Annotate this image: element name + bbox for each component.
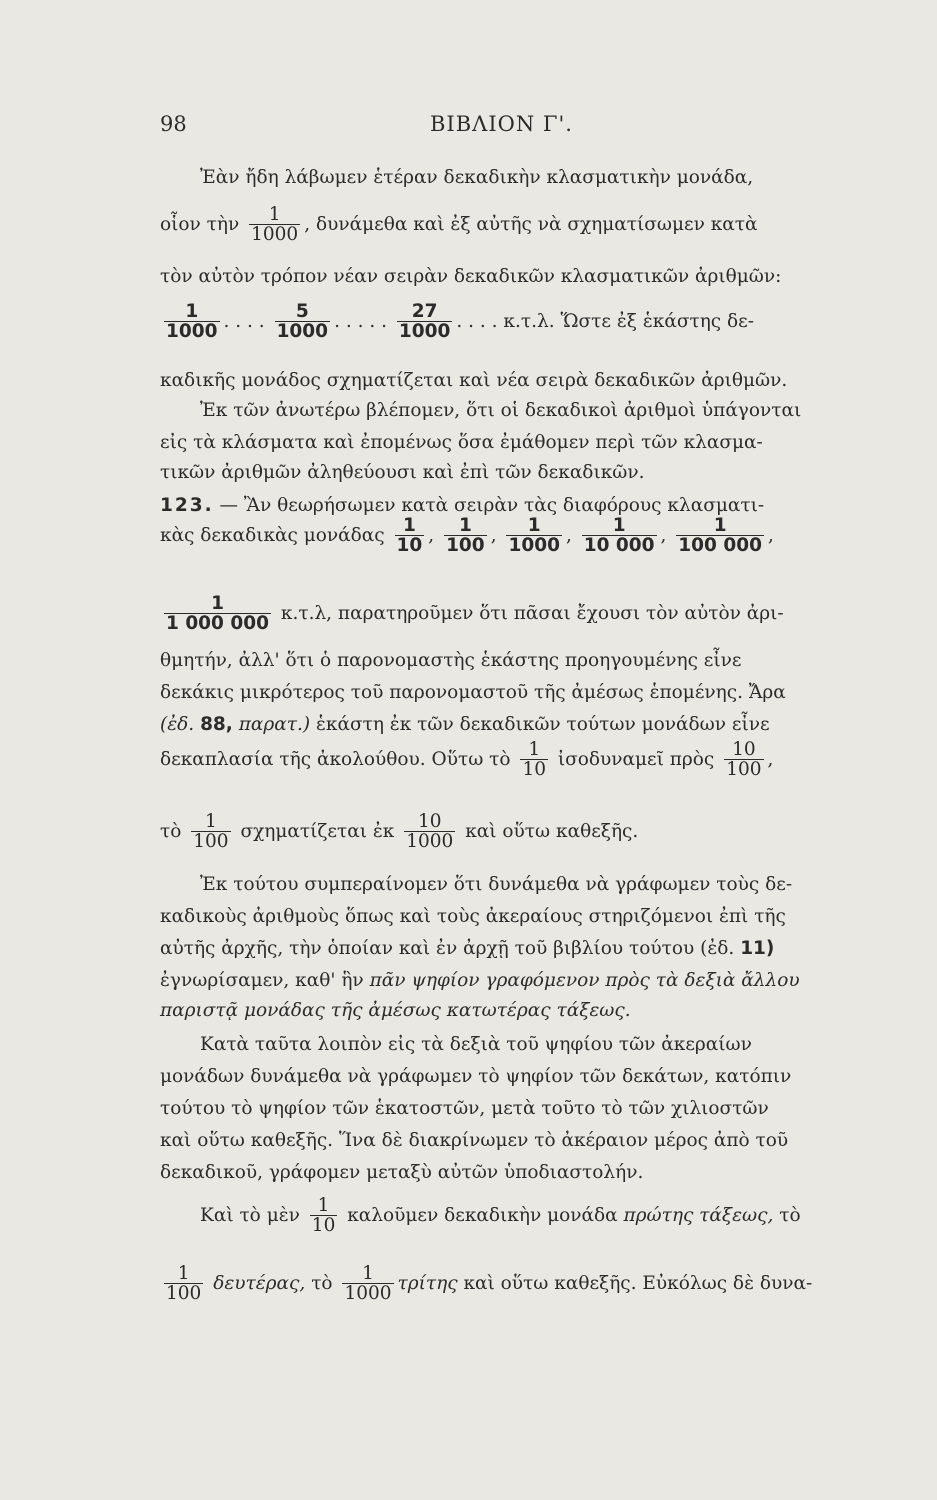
text-line: τὸν αὐτὸν τρόπον νέαν σειρὰν δεκαδικῶν κλασματικῶν ἀριθμῶν:	[160, 266, 782, 287]
text-line: δεκαπλασία τῆς ἀκολούθου. Οὕτω τὸ $\frac{1}{10}$ ἰσοδυναμεῖ πρὸς $\frac{10}{100}$ ,	[160, 739, 774, 781]
text-line: Ἐὰν ἤδη λάβωμεν ἑτέραν δεκαδικὴν κλασματικὴν μονάδα,	[200, 167, 754, 188]
text-line: $\frac{1}{1 000 000}$ κ.τ.λ, παρατηροῦμεν ὅτι πᾶσαι ἔχουσι τὸν αὐτὸν ἀρι-	[166, 593, 784, 635]
fraction: $\frac{1}{100}$	[446, 515, 485, 557]
fraction: $\frac{1}{1000}$	[508, 515, 560, 557]
text-line: τὸ $\frac{1}{100}$ σχηματίζεται ἐκ $\frac{10}{1000}$ καὶ οὕτω καθεξῆς.	[160, 811, 639, 853]
section-number: 123.	[160, 495, 214, 516]
text-line: Ἐκ τῶν ἀνωτέρω βλέπομεν, ὅτι οἱ δεκαδικοὶ ἀριθμοὶ ὑπάγονται	[200, 400, 802, 421]
text-line: δεκαδικοῦ, γράφομεν μεταξὺ αὐτῶν ὑποδιαστολήν.	[160, 1162, 644, 1183]
fraction: $\frac{1}{100}$	[193, 811, 229, 853]
page-number: 98	[160, 112, 187, 136]
text-line: εἰς τὰ κλάσματα καὶ ἐπομένως ὅσα ἐμάθομεν περὶ τῶν κλασμα-	[160, 432, 763, 453]
text-line: (ἐδ. 88, παρατ.) ἑκάστη ἐκ τῶν δεκαδικῶν τούτων μονάδων εἶνε	[160, 714, 770, 735]
fraction: $\frac{10}{1000}$	[406, 811, 454, 853]
text-line: δεκάκις μικρότερος τοῦ παρονομαστοῦ τῆς ἀμέσως ἑπομένης. Ἄρα	[160, 682, 786, 703]
fraction: $\frac{1}{1000}$	[251, 204, 299, 246]
fraction: $\frac{1}{10 000}$	[583, 515, 655, 557]
fraction: $\frac{1}{10}$	[396, 515, 423, 557]
fraction: $\frac{5}{1000}$	[276, 301, 329, 343]
text-line: 123. — Ἂν θεωρήσωμεν κατὰ σειρὰν τὰς διαφόρους κλασματι-	[160, 495, 765, 516]
fraction: $\frac{27}{1000}$	[398, 301, 451, 343]
text-line: κὰς δεκαδικὰς μονάδας $\frac{1}{10}$ , $\frac{1}{100}$ , $\frac{1}{1000}$ , $\frac{1}{10 000}$ , $\frac{1}{100 000}$ ,	[160, 515, 774, 557]
page-header	[160, 112, 860, 152]
text-line: παριστᾷ μονάδας τῆς ἀμέσως κατωτέρας τάξεως.	[160, 1000, 631, 1021]
fraction: $\frac{1}{1000}$	[344, 1263, 392, 1305]
text-line: $\frac{1}{100}$ δευτέρας, τὸ $\frac{1}{1000}$ τρίτης καὶ οὕτω καθεξῆς. Εὐκόλως δὲ δυνα-	[166, 1263, 813, 1305]
fraction: $\frac{1}{10}$	[522, 739, 546, 781]
text-line: τούτου τὸ ψηφίον τῶν ἑκατοστῶν, μετὰ τοῦτο τὸ τῶν χιλιοστῶν	[160, 1098, 769, 1119]
fraction: $\frac{1}{1000}$	[166, 301, 218, 343]
fraction: $\frac{1}{100 000}$	[678, 515, 762, 557]
text-line: αὐτῆς ἀρχῆς, τὴν ὁποίαν καὶ ἐν ἀρχῇ τοῦ βιβλίου τούτου (ἐδ. 11)	[160, 938, 775, 959]
text-line: Κατὰ ταῦτα λοιπὸν εἰς τὰ δεξιὰ τοῦ ψηφίου τῶν ἀκεραίων	[200, 1034, 752, 1055]
text-line: μονάδων δυνάμεθα νὰ γράφωμεν τὸ ψηφίον τῶν δεκάτων, κατόπιν	[160, 1066, 792, 1087]
text-line: καὶ οὕτω καθεξῆς. Ἵνα δὲ διακρίνωμεν τὸ ἀκέραιον μέρος ἀπὸ τοῦ	[160, 1130, 789, 1151]
text-line: θμητήν, ἀλλ' ὅτι ὁ παρονομαστὴς ἑκάστης προηγουμένης εἶνε	[160, 650, 742, 671]
fraction: $\frac{1}{1 000 000}$	[166, 593, 269, 635]
fraction: $\frac{10}{100}$	[726, 739, 762, 781]
text-line: τικῶν ἀριθμῶν ἀληθεύουσι καὶ ἐπὶ τῶν δεκαδικῶν.	[160, 462, 645, 483]
text-line: οἷον τὴν $\frac{1}{1000}$ , δυνάμεθα καὶ ἐξ αὐτῆς νὰ σχηματίσωμεν κατὰ	[160, 204, 758, 246]
text-line: ἐγνωρίσαμεν, καθ' ἣν πᾶν ψηφίον γραφόμενον πρὸς τὰ δεξιὰ ἄλλου	[160, 970, 800, 991]
text-line: Ἐκ τούτου συμπεραίνομεν ὅτι δυνάμεθα νὰ γράφωμεν τοὺς δε-	[200, 874, 793, 895]
text-line: $\frac{1}{1000}$ . . . . $\frac{5}{1000}$ . . . . . $\frac{27}{1000}$ . . . . κ.τ.λ. Ὥστε ἐξ ἑκάστης δε-	[166, 301, 754, 343]
text-line: καδικοὺς ἀριθμοὺς ὅπως καὶ τοὺς ἀκεραίους στηριζόμενοι ἐπὶ τῆς	[160, 906, 786, 927]
text-line: καδικῆς μονάδος σχηματίζεται καὶ νέα σειρὰ δεκαδικῶν ἀριθμῶν.	[160, 370, 788, 391]
text-line: Καὶ τὸ μὲν $\frac{1}{10}$ καλοῦμεν δεκαδικὴν μονάδα πρώτης τάξεως, τὸ	[200, 1195, 801, 1237]
running-title: ΒΙΒΛΙΟΝ Γ'.	[430, 112, 573, 136]
fraction: $\frac{1}{100}$	[166, 1263, 202, 1305]
fraction: $\frac{1}{10}$	[311, 1195, 336, 1237]
